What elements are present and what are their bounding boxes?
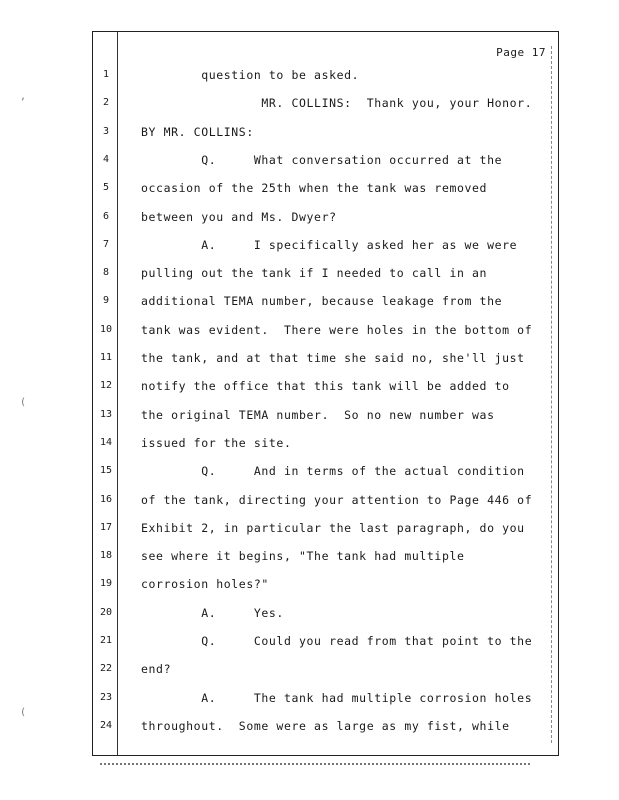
line-number: 6 — [102, 210, 110, 222]
line-text: notify the office that this tank will be added to — [141, 379, 510, 394]
line-number: 10 — [99, 323, 113, 335]
line-text: Q. Could you read from that point to the — [141, 634, 533, 648]
line-number: 11 — [99, 352, 113, 363]
scan-speck: ( — [20, 707, 27, 718]
line-text: tank was evident. There were holes in the bottom of — [141, 322, 533, 337]
line-number: 8 — [102, 267, 110, 279]
page-number: Page 17 — [496, 46, 546, 59]
line-number: 23 — [99, 691, 113, 703]
line-text: question to be asked. — [141, 68, 360, 82]
line-number: 17 — [99, 521, 113, 533]
line-number: 20 — [99, 606, 113, 618]
line-number: 21 — [99, 635, 113, 646]
line-text: Q. And in terms of the actual condition — [141, 464, 525, 479]
line-text: of the tank, directing your attention to Page 446 of — [141, 492, 533, 507]
line-text: corrosion holes?" — [141, 577, 269, 592]
scan-speck: ( — [20, 397, 27, 408]
line-number: 2 — [102, 97, 110, 109]
line-number: 18 — [99, 550, 113, 562]
line-text: MR. COLLINS: Thank you, your Honor. — [141, 96, 533, 111]
line-number-rule — [117, 32, 118, 755]
line-text: see where it begins, "The tank had multiple — [141, 549, 465, 564]
line-text: end? — [141, 662, 172, 677]
line-text: the original TEMA number. So no new number was — [141, 407, 495, 422]
line-number: 16 — [99, 493, 113, 505]
line-number: 24 — [99, 719, 113, 731]
line-number: 19 — [99, 578, 113, 590]
line-text: Exhibit 2, in particular the last paragraph, do you — [141, 520, 525, 535]
line-number: 5 — [102, 182, 110, 194]
line-text: pulling out the tank if I needed to call in an — [141, 266, 488, 281]
line-number: 13 — [99, 408, 113, 420]
line-text: between you and Ms. Dwyer? — [141, 209, 337, 224]
line-number: 14 — [99, 436, 113, 448]
line-text: occasion of the 25th when the tank was removed — [141, 181, 488, 196]
line-text: BY MR. COLLINS: — [141, 124, 254, 139]
line-text: A. The tank had multiple corrosion holes — [141, 690, 533, 705]
line-text: A. Yes. — [141, 605, 284, 620]
line-number: 4 — [102, 153, 110, 165]
line-number: 3 — [102, 125, 110, 137]
line-number: 7 — [102, 238, 110, 250]
line-text: additional TEMA number, because leakage from the — [141, 294, 503, 309]
line-number: 1 — [102, 69, 110, 80]
line-number: 22 — [99, 663, 113, 675]
line-number: 12 — [99, 380, 113, 392]
scan-artifact — [100, 760, 530, 765]
line-text: issued for the site. — [141, 435, 292, 450]
line-text: the tank, and at that time she said no, she'll just — [141, 351, 525, 365]
scan-speck: , — [20, 91, 27, 102]
line-number: 15 — [99, 465, 113, 477]
right-margin-rule — [551, 46, 552, 743]
line-text: throughout. Some were as large as my fist, while — [141, 718, 510, 733]
line-text: A. I specifically asked her as we were — [141, 237, 518, 252]
line-number: 9 — [102, 295, 110, 307]
line-text: Q. What conversation occurred at the — [141, 152, 503, 167]
transcript-page — [92, 31, 559, 756]
